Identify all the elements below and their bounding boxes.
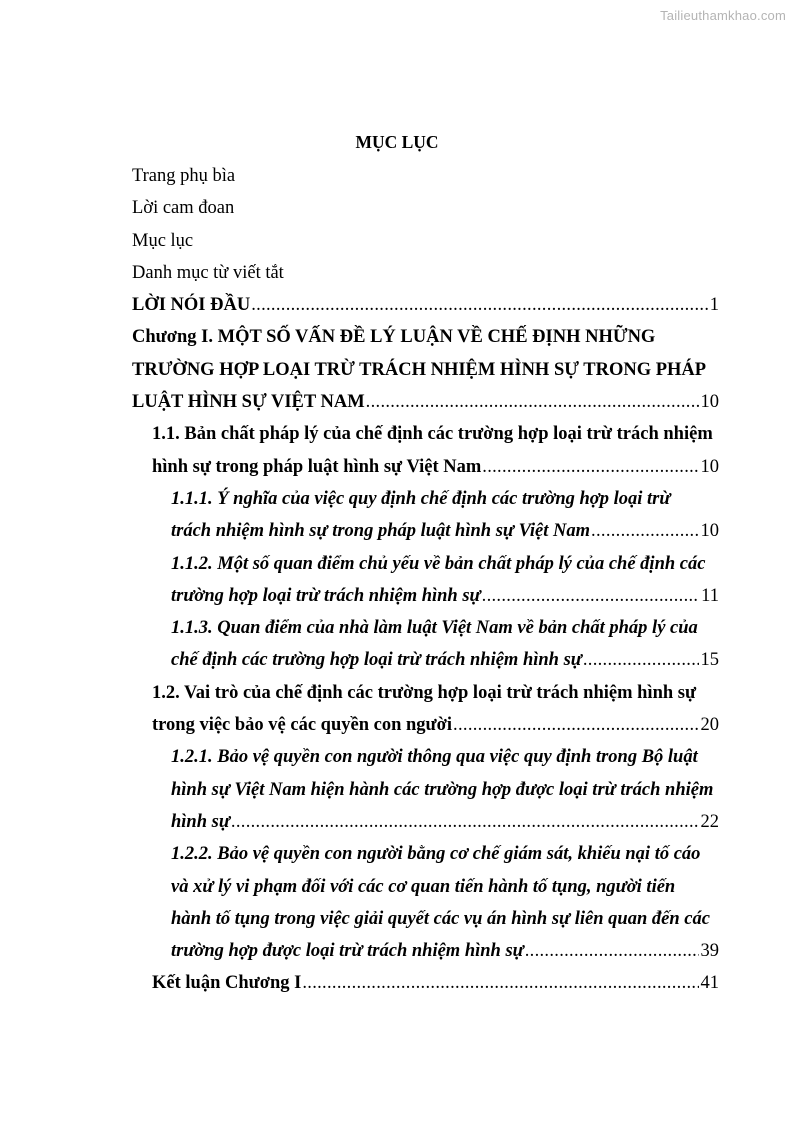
- toc-item-label: 1.2.1. Bảo vệ quyền con người thông qua việc quy định trong Bộ luật: [171, 747, 698, 768]
- page-number: 41: [700, 973, 719, 994]
- toc-item-label: TRƯỜNG HỢP LOẠI TRỪ TRÁCH NHIỆM HÌNH SỰ TRONG PHÁP: [132, 359, 707, 380]
- toc-section-1-2-2-line-1[interactable]: [132, 838, 719, 870]
- dot-leader: [583, 644, 699, 676]
- toc-item-label: chế định các trường hợp loại trừ trách nhiệm hình sự: [171, 650, 582, 671]
- table-of-contents: [132, 160, 719, 1000]
- toc-item-label: trách nhiệm hình sự trong pháp luật hình sự Việt Nam: [171, 521, 591, 542]
- toc-item-label: 1.1.1. Ý nghĩa của việc quy định chế định các trường hợp loại trừ: [171, 488, 671, 509]
- toc-section-1-2-2-line-3[interactable]: [132, 903, 719, 935]
- page-number: 10: [700, 456, 719, 477]
- dot-leader: [302, 967, 698, 999]
- toc-section-1-2-2-line-2[interactable]: [132, 871, 719, 903]
- toc-section-1-1-3-line-2[interactable]: [132, 644, 719, 676]
- watermark: Tailieuthamkhao.com: [660, 8, 786, 23]
- page-number: 10: [700, 521, 719, 542]
- toc-section-1-1-1-line-2[interactable]: [132, 515, 719, 547]
- toc-item-label: 1.1.2. Một số quan điểm chủ yếu về bản chất pháp lý của chế định các: [171, 553, 706, 574]
- toc-chapter-1-line-2[interactable]: [132, 354, 719, 386]
- toc-item-label: 1.2.2. Bảo vệ quyền con người bằng cơ chế giám sát, khiếu nại tố cáo: [171, 844, 701, 865]
- toc-item-label: LUẬT HÌNH SỰ VIỆT NAM: [132, 392, 365, 413]
- dot-leader: [251, 289, 708, 321]
- toc-item-label: 1.1. Bản chất pháp lý của chế định các trường hợp loại trừ trách nhiệm: [152, 424, 713, 445]
- page-number: 1: [709, 295, 719, 316]
- page-number: 39: [700, 941, 719, 962]
- dot-leader: [482, 580, 700, 612]
- toc-item-label: và xử lý vi phạm đối với các cơ quan tiến hành tố tụng, người tiến: [171, 876, 676, 897]
- toc-item-label: hình sự Việt Nam hiện hành các trường hợp được loại trừ trách nhiệm: [171, 779, 714, 800]
- toc-item-label: hình sự: [171, 811, 230, 832]
- toc-item-preface[interactable]: [132, 289, 719, 321]
- toc-item-label: Mục lục: [132, 230, 194, 251]
- dot-leader: [453, 709, 698, 741]
- toc-item-label: Danh mục từ viết tắt: [132, 262, 284, 283]
- toc-section-1-2-1-line-2[interactable]: [132, 774, 719, 806]
- dot-leader: [525, 935, 699, 967]
- dot-leader: [366, 386, 699, 418]
- toc-chapter-1-line-3[interactable]: [132, 386, 719, 418]
- toc-chapter-1-line-1[interactable]: [132, 321, 719, 353]
- toc-section-1-1-line-2[interactable]: [132, 451, 719, 483]
- dot-leader: [482, 451, 698, 483]
- toc-item-label: Lời cam đoan: [132, 198, 235, 219]
- page-number: 20: [700, 715, 719, 736]
- toc-section-1-1-3-line-1[interactable]: [132, 612, 719, 644]
- toc-item-label: 1.2. Vai trò của chế định các trường hợp loại trừ trách nhiệm hình sự: [152, 682, 697, 703]
- toc-section-1-2-2-line-4[interactable]: [132, 935, 719, 967]
- toc-item-label: Kết luận Chương I: [152, 973, 302, 994]
- toc-section-1-1-2-line-2[interactable]: [132, 580, 719, 612]
- toc-item-label: trong việc bảo vệ các quyền con người: [152, 715, 453, 736]
- page-number: 10: [700, 392, 719, 413]
- toc-item-cover[interactable]: [132, 160, 719, 192]
- toc-item-label: trường hợp loại trừ trách nhiệm hình sự: [171, 585, 481, 606]
- toc-section-1-1-line-1[interactable]: [132, 418, 719, 450]
- toc-item-label: hành tố tụng trong việc giải quyết các vụ án hình sự liên quan đến các: [171, 908, 710, 929]
- toc-section-1-1-1-line-1[interactable]: [132, 483, 719, 515]
- page-number: 22: [700, 811, 719, 832]
- dot-leader: [591, 515, 698, 547]
- page-number: 15: [700, 650, 719, 671]
- toc-section-1-2-1-line-3[interactable]: [132, 806, 719, 838]
- toc-section-1-2-1-line-1[interactable]: [132, 741, 719, 773]
- toc-section-1-1-2-line-1[interactable]: [132, 548, 719, 580]
- toc-item-label: hình sự trong pháp luật hình sự Việt Nam: [152, 456, 482, 477]
- page-number: 11: [701, 585, 719, 606]
- toc-item-label: trường hợp được loại trừ trách nhiệm hình sự: [171, 941, 524, 962]
- toc-item-label: 1.1.3. Quan điểm của nhà làm luật Việt Nam về bản chất pháp lý của: [171, 618, 698, 639]
- toc-item-conclusion[interactable]: [132, 967, 719, 999]
- toc-item-declaration[interactable]: [132, 192, 719, 224]
- toc-section-1-2-line-2[interactable]: [132, 709, 719, 741]
- toc-item-abbreviations[interactable]: [132, 257, 719, 289]
- page-title: MỤC LỤC: [355, 132, 439, 152]
- toc-item-label: Chương I. MỘT SỐ VẤN ĐỀ LÝ LUẬN VỀ CHẾ ĐỊNH NHỮNG: [132, 327, 656, 348]
- toc-item-contents[interactable]: [132, 225, 719, 257]
- toc-section-1-2-line-1[interactable]: [132, 677, 719, 709]
- toc-item-label: Trang phụ bìa: [132, 166, 236, 186]
- dot-leader: [231, 806, 699, 838]
- toc-item-label: LỜI NÓI ĐẦU: [132, 295, 251, 316]
